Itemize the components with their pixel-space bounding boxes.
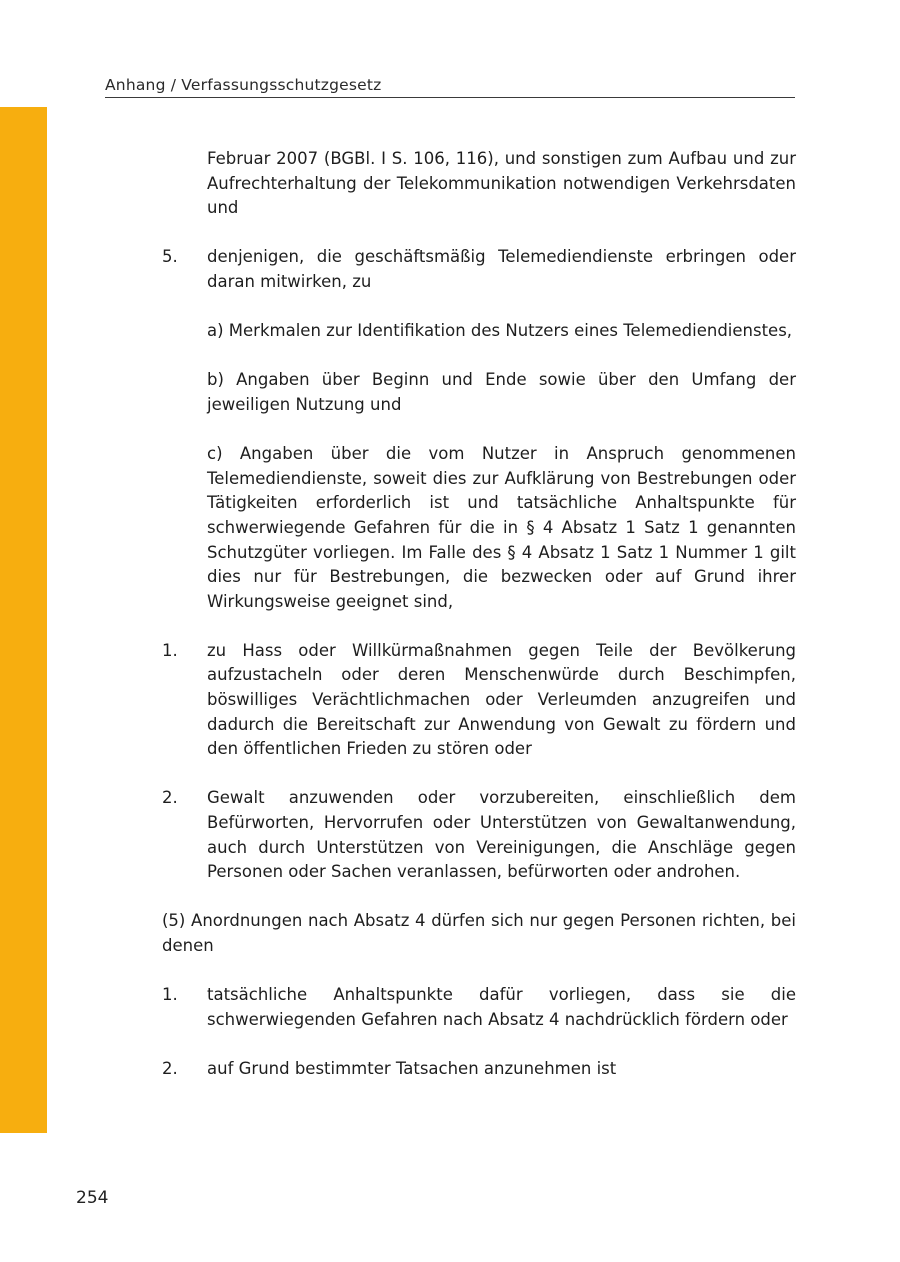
list-item-text: zu Hass oder Willkürmaßnahmen gegen Teile der Bevölkerung aufzustacheln oder deren Menschenwürde durch Beschimpfen, böswilliges Verächtlichmachen oder Verleumden anzugreifen und dadurch die Bereitschaft zur Anwendung von Gewalt zu fördern und den öffentlichen Frieden zu stören oder bbox=[207, 640, 796, 759]
list-item-number: 1. bbox=[162, 640, 178, 660]
list-item bbox=[162, 786, 796, 884]
sub-item-a: a) Merkmalen zur Identifikation des Nutzers eines Telemediendienstes, bbox=[207, 321, 793, 341]
page-number: 254 bbox=[76, 1188, 109, 1208]
sidebar-color-bar bbox=[0, 107, 47, 1133]
list-item-text: Gewalt anzuwenden oder vorzubereiten, einschließlich dem Befürworten, Hervorrufen oder Unterstützen von Gewaltanwendung, auch durch Unterstützen von Vereinigungen, die Anschläge gegen Personen oder Sachen veranlassen, befürworten oder androhen. bbox=[207, 788, 796, 882]
sub-item-c: c) Angaben über die vom Nutzer in Anspruch genommenen Telemediendienste, soweit dies zur Aufklärung von Bestrebungen oder Tätigkeiten erforderlich ist und tatsächliche Anhaltspunkte für schwerwiegende Gefahren für die in § 4 Absatz 1 Satz 1 genannten Schutzgüter vorliegen. Im Falle des § 4 Absatz 1 Satz 1 Nummer 1 gilt dies nur für Bestrebungen, die bezwecken oder auf Grund ihrer Wirkungsweise geeignet sind, bbox=[207, 444, 796, 611]
list-item-number: 2. bbox=[162, 1058, 178, 1078]
running-header: Anhang / Verfassungsschutzgesetz bbox=[105, 76, 795, 98]
list-item-number: 5. bbox=[162, 247, 178, 267]
list-item-number: 2. bbox=[162, 788, 178, 808]
list-item-text: denjenigen, die geschäftsmäßig Telemediendienste erbringen oder daran mitwirken, zu bbox=[207, 247, 796, 291]
list-item bbox=[162, 1057, 796, 1082]
list-item-text: auf Grund bestimmter Tatsachen anzunehmen ist bbox=[207, 1058, 617, 1078]
page-body bbox=[162, 147, 796, 1082]
sub-item-b: b) Angaben über Beginn und Ende sowie über den Umfang der jeweiligen Nutzung und bbox=[207, 370, 796, 414]
continuation-paragraph: Februar 2007 (BGBl. I S. 106, 116), und sonstigen zum Aufbau und zur Aufrechterhaltung der Telekommunikation notwendigen Verkehrsdaten und bbox=[207, 149, 796, 218]
list-item-number: 1. bbox=[162, 985, 178, 1005]
paragraph-5: (5) Anordnungen nach Absatz 4 dürfen sich nur gegen Personen richten, bei denen bbox=[162, 911, 796, 955]
list-item bbox=[162, 639, 796, 762]
list-item-5 bbox=[162, 245, 796, 294]
list-item bbox=[162, 983, 796, 1032]
list-item-text: tatsächliche Anhaltspunkte dafür vorliegen, dass sie die schwerwiegenden Gefahren nach Absatz 4 nachdrücklich fördern oder bbox=[207, 985, 796, 1029]
